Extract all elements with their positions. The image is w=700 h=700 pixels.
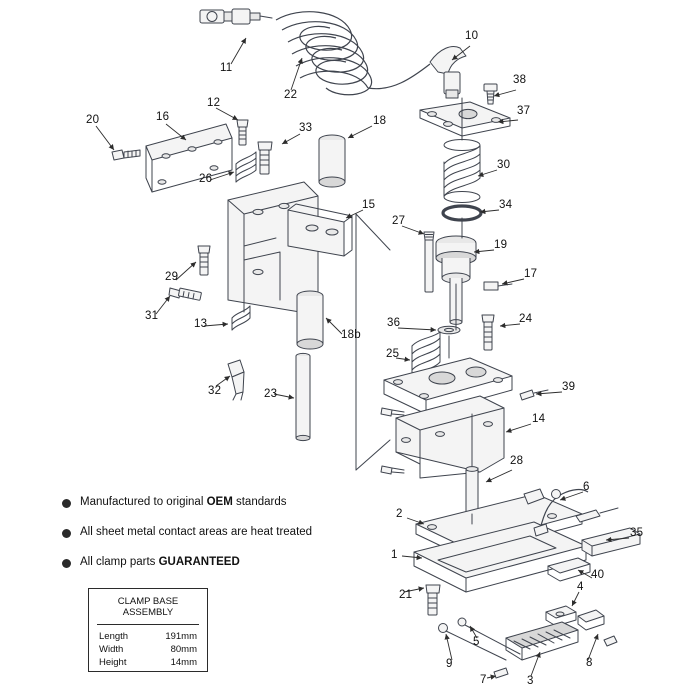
spec-rows — [89, 625, 207, 669]
feature-pre: All sheet metal contact areas are heat treated — [80, 526, 313, 538]
bullet-icon — [62, 499, 71, 508]
callout-13: 13 — [194, 318, 208, 330]
feature-bold: OEM — [206, 496, 233, 508]
spec-title-line2: ASSEMBLY — [122, 607, 174, 618]
spec-box — [88, 588, 208, 672]
part-group-midplate-14 — [381, 358, 548, 512]
part-group-body-15 — [228, 182, 352, 312]
callout-3: 3 — [527, 675, 534, 687]
feature-pre: Manufactured to original — [80, 496, 207, 508]
callout-15: 15 — [362, 199, 376, 211]
callout-22: 22 — [284, 89, 298, 101]
callout-19: 19 — [494, 239, 508, 251]
callout-30: 30 — [497, 159, 511, 171]
callout-11: 11 — [220, 62, 233, 74]
callout-8: 8 — [586, 657, 593, 669]
part-group-screw-24 — [482, 315, 494, 350]
callout-33: 33 — [299, 122, 313, 134]
feature-text — [80, 526, 312, 539]
spec-value: 14mm — [170, 657, 197, 668]
callout-23: 23 — [264, 388, 278, 400]
callout-28: 28 — [510, 455, 524, 467]
callout-38: 38 — [513, 74, 527, 86]
callout-2: 2 — [396, 508, 403, 520]
callout-25: 25 — [386, 348, 400, 360]
callout-40: 40 — [591, 569, 605, 581]
list-item — [62, 496, 362, 509]
callout-17: 17 — [524, 268, 538, 280]
callout-20: 20 — [86, 114, 100, 126]
callout-18-lower: 18b — [341, 329, 361, 341]
callout-10: 10 — [465, 30, 479, 42]
part-group-top-plate — [420, 84, 510, 136]
callout-31: 31 — [145, 310, 159, 322]
callout-26: 26 — [199, 173, 213, 185]
spec-label: Length — [99, 631, 129, 642]
callout-9: 9 — [446, 658, 453, 670]
spec-box-title — [89, 589, 207, 618]
spec-title-line1: CLAMP BASE — [117, 596, 179, 607]
spec-row — [89, 643, 207, 656]
callout-34: 34 — [499, 199, 513, 211]
feature-pre: All clamp parts — [80, 556, 159, 568]
list-item — [62, 526, 362, 539]
bullet-icon — [62, 529, 71, 538]
callout-18-top: 18 — [373, 115, 387, 127]
spec-value: 191mm — [165, 631, 197, 642]
feature-text — [80, 556, 240, 569]
feature-list — [62, 496, 362, 586]
feature-post: standards — [232, 496, 287, 508]
spec-value: 80mm — [170, 644, 197, 655]
spec-label: Height — [99, 657, 127, 668]
part-group-hose — [200, 9, 466, 98]
feature-bold: GUARANTEED — [158, 556, 240, 568]
callout-14: 14 — [532, 413, 546, 425]
callout-5: 5 — [473, 636, 480, 648]
feature-text — [80, 496, 286, 509]
callout-1: 1 — [391, 549, 398, 561]
callout-12: 12 — [207, 97, 221, 109]
callout-27: 27 — [392, 215, 406, 227]
list-item — [62, 556, 362, 569]
callout-32: 32 — [208, 385, 222, 397]
bullet-icon — [62, 559, 71, 568]
part-group-spring-30 — [443, 140, 481, 221]
callout-37: 37 — [517, 105, 531, 117]
callout-24: 24 — [519, 313, 533, 325]
spec-row — [89, 630, 207, 643]
callout-16: 16 — [156, 111, 170, 123]
callout-35: 35 — [630, 527, 644, 539]
callout-7: 7 — [480, 674, 487, 686]
callout-4: 4 — [577, 581, 584, 593]
spec-label: Width — [99, 644, 124, 655]
callout-21: 21 — [399, 589, 413, 601]
callout-6: 6 — [583, 481, 590, 493]
callout-29: 29 — [165, 271, 179, 283]
callout-39: 39 — [562, 381, 576, 393]
callout-36: 36 — [387, 317, 401, 329]
spec-row — [89, 656, 207, 669]
part-group-base — [414, 489, 640, 678]
